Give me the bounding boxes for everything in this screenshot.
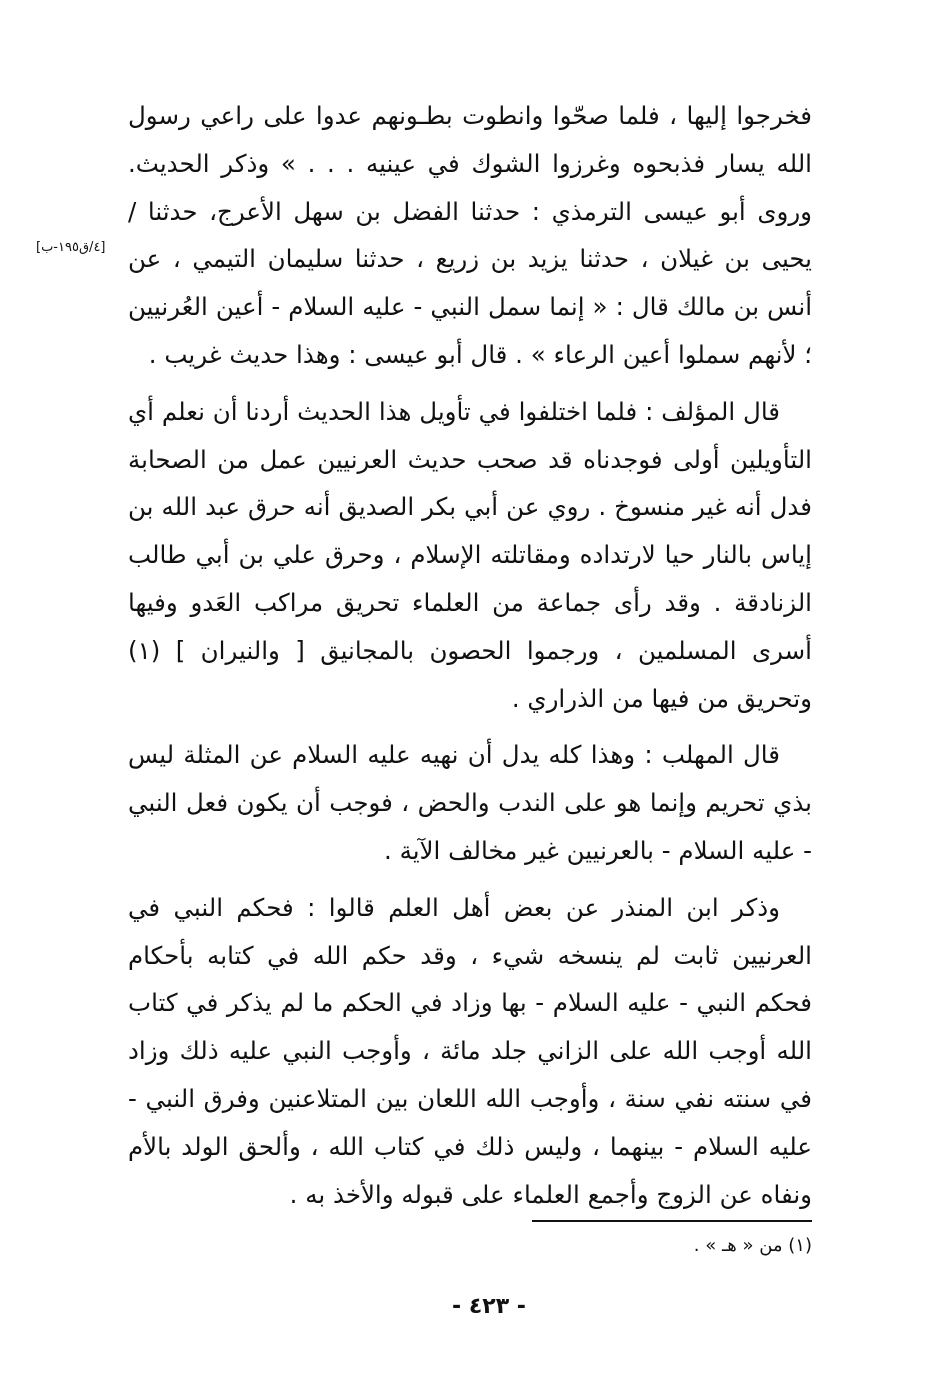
paragraph-1: فخرجوا إليها ، فلما صحّوا وانطوت بطـونهم عدوا على راعي رسول الله يسار فذبحوه وغرزوا الشوك في عينيه . . . » وذكر الحديث. وروى أبو عيسى الترمذي : حدثنا الفضل بن سهل الأعرج، حدثنا / يحيى بن غيلان ، حدثنا يزيد بن زريع ، حدثنا سليمان التيمي ، عن أنس بن مالك قال : « إنما سمل النبي - عليه السلام - أعين العُرنيين ؛ لأنهم سملوا أعين الرعاء » . قال أبو عيسى : وهذا حديث غريب . [128,101,812,369]
page-number: - ٤٢٣ - [452,1294,526,1319]
main-text [128,92,812,1227]
paragraph-4: وذكر ابن المنذر عن بعض أهل العلم قالوا : فحكم النبي في العرنيين ثابت لم ينسخه شيء ، وقد حكم الله في كتابه بأحكام فحكم النبي - عليه السلام - بها وزاد في الحكم ما لم يذكر في كتاب الله أوجب الله على الزاني جلد مائة ، وأوجب النبي عليه ذلك وزاد في سنته نفي سنة ، وأوجب الله اللعان بين المتلاعنين وفرق النبي - عليه السلام - بينهما ، وليس ذلك في كتاب الله ، وألحق الولد بالأم ونفاه عن الزوج وأجمع العلماء على قبوله والأخذ به . [128,892,812,1209]
manuscript-folio-reference: [٤/ق١٩٥-ب] [36,240,106,255]
paragraph-3: قال المهلب : وهذا كله يدل أن نهيه عليه السلام عن المثلة ليس بذي تحريم وإنما هو على الندب والحض ، فوجب أن يكون فعل النبي - عليه السلام - بالعرنيين غير مخالف الآية . [128,740,812,865]
footnote-separator [532,1220,812,1222]
paragraph-2: قال المؤلف : فلما اختلفوا في تأويل هذا الحديث أردنا أن نعلم أي التأويلين أولى فوجدناه قد صحب حديث العرنيين عمل من الصحابة فدل أنه غير منسوخ . روي عن أبي بكر الصديق أنه حرق عبد الله بن إياس بالنار حيا لارتداده ومقاتلته الإسلام ، وحرق علي بن أبي طالب الزنادقة . وقد رأى جماعة من العلماء تحريق مراكب العَدو وفيها أسرى المسلمين ، ورجموا الحصون بالمجانيق [ والنيران ] (١) وتحريق من فيها من الذراري . [128,396,812,713]
footnote: (١) من « هـ » . [693,1235,812,1256]
